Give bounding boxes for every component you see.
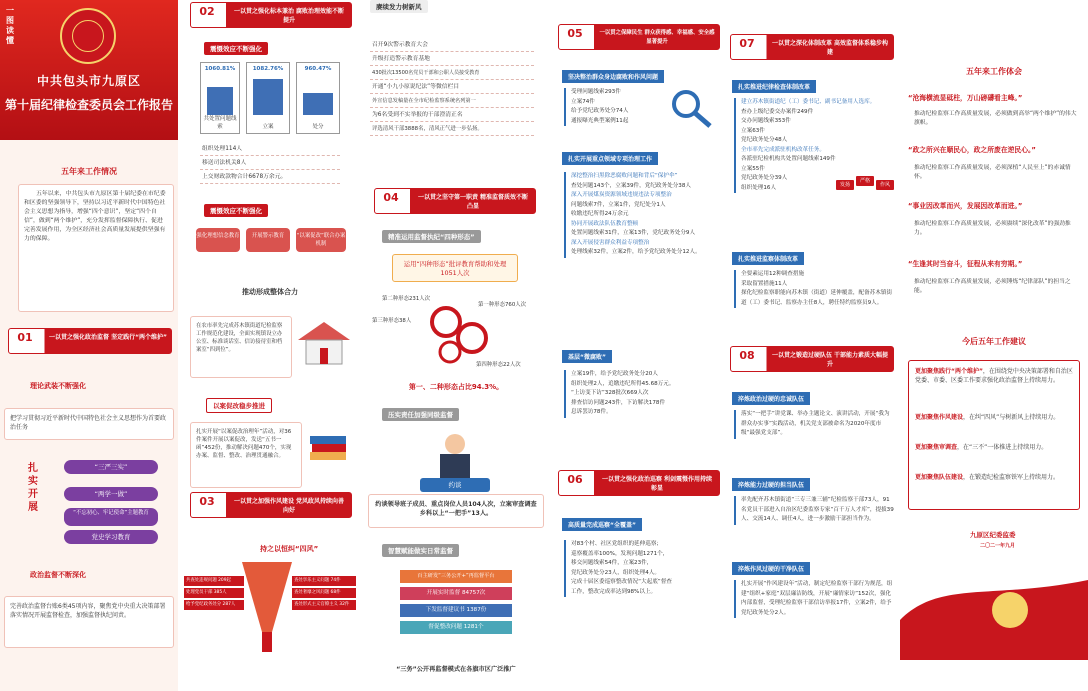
special-line-7: 处置问题线索31件，立案13件，党纪政务处分9人 [571,230,696,236]
heading-experience: 五年来工作体会 [966,67,1022,76]
micro-line-5: 息诉罢访78件。 [571,409,612,415]
stat-clues [200,62,240,134]
suggestion-1 [915,367,1073,385]
special-line-6: 协同开展政法队伍教育整顿 [571,220,639,227]
new-winds-item-7: 评选清风干部3888名，清风正气进一步弘扬。 [370,122,534,136]
funnel-left-list [184,576,244,610]
stat-lines [200,142,340,184]
coverage-line-5: 完成十届区委巡察整改情况“大起底”督查 [571,579,672,585]
suggestion-2-bold: 更加聚焦作风建设 [915,414,964,421]
column-4 [552,0,724,691]
quote-4-text: 推动纪检监察工作高质量发展，必须锤炼“纪律部队”的担当之能。 [914,279,1071,294]
funnel-left-2: 处理党员干部 385人 [184,588,244,598]
stamp-2: 严格 [856,176,874,186]
micro-line-1: 立案19件，给予党纪政务处分20人 [571,371,658,377]
coverage-line-4: 党纪政务处分23人，组织处理4人。 [571,569,660,576]
side-label-zhashi: 扎实开展 [28,463,38,513]
discipline-line-1: 建立苏木镇街道纪（工）委书记、副书记备用人选库。 [741,99,876,105]
badge-04 [374,188,536,214]
badge-05-number: 05 [567,27,583,40]
quote-2: “政之所兴在顺民心，政之所废在逆民心。” [908,146,1036,154]
subtitle-theory: 理论武装不断强化 [30,382,86,390]
heading-smart-supervision: 智慧赋能做实日常监督 [382,544,459,557]
smart-bar-3: 下发监督建议书 1387份 [400,604,512,617]
heading-full-coverage: 高质量完成巡察“全覆盖” [562,518,642,531]
smart-bar-1: 百主研发“三务公开+”再监督平台 [400,570,512,583]
footer-date: 二〇二一年九月 [980,543,1016,549]
stat-case-filed [246,62,290,134]
special-line-4: 问题线索7件，立案1件，党纪处分1人 [571,201,666,208]
heading-capable-team: 淬炼能力过硬的担当队伍 [732,478,810,491]
supervision-line-3: 探化纪检监察职能向苏木镇（街道）延伸覆盖，配备苏木镇街道（工）委书记、监察办主任8人，聘任特约监察员9人。 [741,290,893,306]
badge-04-number: 04 [383,191,399,204]
new-winds-item-5: 外宣信息发稿量在全市纪检监察系统名列第一 [370,94,534,108]
suggestions-box [908,360,1080,510]
full-coverage-list [564,540,720,597]
micro-line-3: “上访变下访”328批次669人次 [571,390,649,396]
heading-four-forms: 精准运用监督执纪“四种形态” [382,230,481,243]
magnifier-icon [668,86,716,128]
column-6 [900,0,1088,691]
badge-01-text: 一以贯之强化政治监督 坚定践行“两个维护” [49,334,167,341]
new-winds-item-6: 为6名受到不实举报的干部澄清正名 [370,108,534,122]
heading-suggestions: 今后五年工作建议 [962,337,1026,346]
suggestion-2-text: ，在纠“四风”与树新风上持续用力。 [963,414,1060,421]
talk-label: 约谈 [420,478,490,492]
clean-team-text: 扎实开展“作风建设年”活动，制定纪检监察干部行为规范，组建“组织+家庭”双层廉洁防线，开展“廉情家访”152次，强化内部监督，受理纪检监察干部信访举报17件，立案2件，给予党纪政务处分2人。 [734,580,894,618]
micro-line-4: 排查信访问题243件，下访解决178件 [571,399,666,406]
supervision-line-2: 采取留置措施11人 [741,280,788,287]
four-forms-diagram [372,292,540,370]
stat-line-1: 组织处理114人 [200,142,340,156]
chip-joint-case: “以案促改”联合办案机制 [296,228,346,252]
special-line-9: 处理线索32件，立案2件，给予党纪政务处分12人。 [571,249,701,255]
stamp-figures [836,176,894,220]
official-figure-icon [420,430,490,482]
stat-line-2: 移送司法机关8人 [200,156,340,170]
supervision-line-1: 全要素运用12种调查措施 [741,271,805,277]
red-flag-banner-icon [900,560,1088,660]
suggestion-4-text: ，在锻造纪检监察铁军上持续用力。 [963,474,1060,481]
stat-clues-value: 1060.81% [204,66,236,72]
badge-05 [558,24,720,50]
smart-bar-4: 督促整改问题 1281个 [400,621,512,634]
heading-four-winds: 持之以恒纠“四风” [260,545,319,553]
stat-case-filed-value: 1082.76% [252,66,284,72]
stat-discipline-value: 960.47% [304,66,332,72]
house-icon [296,318,352,368]
heading-deterrence-2: 震慑效应不断强化 [204,204,268,217]
special-line-1: 深挖整治扫黑除恶腐败问题和背后“保护伞” [571,173,678,179]
suggestion-4 [915,473,1073,482]
grassroots-line-2: 立案74件 [571,98,595,105]
heading-joint-force: 推动形成整体合力 [242,288,298,296]
stat-line-3: 上交财政款物合计6678万余元。 [200,170,340,184]
loyal-team-text: 落实“一把手”讲党课、举办主题论文、演讲活动，开展“我为群众办实事”实践活动，机关党支部被命名为2020年度市级“最强党支部”。 [734,410,894,439]
funnel-right-list [292,576,356,610]
books-icon [306,426,352,466]
badge-06-number: 06 [567,473,583,486]
stamp-1: 发扬 [836,180,854,190]
talk-text: 约谈领导班子成员、重点岗位人员104人次，立案审查调查乡科以上“一把手”13人。 [368,494,544,528]
suggestion-2 [915,413,1073,422]
form-4: 第四种形态22人次 [476,362,521,368]
badge-03 [190,492,352,518]
grassroots-line-1: 受理问题线索293件 [571,89,621,95]
discipline-line-2: 查办上级纪委交办案件249件 [741,108,814,115]
discipline-line-3: 交办问题线索353件 [741,118,791,124]
party-emblem-icon [60,8,116,64]
form-1: 第一种形态760人次 [478,302,527,308]
funnel-right-2: 查处奢靡之风问题 68件 [292,588,356,598]
special-line-8: 深入开展侵害群众利益专项整治 [571,239,650,246]
discipline-line-5: 党纪政务处分48人 [741,137,788,143]
heading-case-reform: 以案促改稳步推进 [206,398,272,413]
theory-text: 把学习贯彻习近平新时代中国特色社会主义思想作为首要政治任务 [4,408,174,440]
column-3 [362,0,550,691]
badge-05-text: 一以贯之保障民生 群众获得感、幸福感、安全感显著提升 [599,30,715,45]
chip-belief: 强化理想信念教育 [196,228,240,252]
case-reform-text: 扎实开展“以案促改治理年”活动，对36件案件开展以案促改，发送“五书一函”452份，推动解决问题470个，实现办案、监督、整改、治理贯通融合。 [190,422,302,488]
form-2: 第二种形态231人次 [382,296,431,302]
coverage-line-2: 巡察覆盖率100%，发现问题1271个， [571,550,669,557]
section-title-work: 五年来工作情况 [61,167,117,176]
badge-03-number: 03 [199,495,215,508]
new-winds-item-2: 升级打造警示教育基地 [370,52,534,66]
new-winds-item-1: 召开9次警示教育大会 [370,38,534,52]
grassroots-list [564,88,664,126]
heading-supervision-reform: 扎实推进监察体制改革 [732,252,804,265]
pill-theme-education: “不忘初心、牢记使命”主题教育 [64,508,158,526]
smart-footer: “三务”公开再监督模式在各旗市区广泛推广 [396,666,516,673]
coverage-line-1: 对83个村、社区党组织的延伸巡察； [571,541,663,547]
footer-org: 九原区纪委监委 [970,531,1016,539]
quote-2-text: 推动纪检监察工作高质量发展，必须深植“人民至上”的赤诚情怀。 [914,165,1071,180]
badge-07 [730,34,894,60]
smart-bars [400,570,512,634]
heading-grassroots-corruption: 坚决整治群众身边腐败和作风问题 [562,70,664,83]
quote-3: “事业因改革而兴，发展因改革而进。” [908,202,1023,210]
badge-08-number: 08 [739,349,755,362]
badge-06-text: 一以贯之强化政治巡察 利剑震慑作用持续彰显 [601,476,713,492]
badge-04-text: 一以贯之坚守第一职责 精准监督质效不断凸显 [417,194,529,210]
suggestion-3-text: ，在“三不”一体推进上持续用力。 [957,444,1048,451]
pill-liangxueyizuo: “两学一做” [64,487,158,501]
form-3: 第三种形态38人 [372,318,412,324]
grassroots-line-4: 通报曝光典型案例11起 [571,117,629,124]
heading-new-winds: 赓续发力树新风 [370,0,428,13]
funnel-right-3: 查处形式主义官僚主义 32件 [292,600,356,610]
quote-1: “沧海横流显砥柱，万山磅礴看主峰。” [908,94,1023,102]
badge-07-text: 一以贯之深化体制改革 高效监督体系稳步构建 [771,40,889,56]
subtitle-political-supervision: 政治监督不断深化 [30,571,86,579]
discipline-line-6: 全市率先完成派驻机构改革任务。 [741,146,825,153]
smart-bar-2: 开展实时监督 84757次 [400,587,512,600]
hero-title-line1: 中共包头市九原区 [36,74,141,88]
column-5 [726,0,898,691]
heading-loyal-team: 淬炼政治过硬的忠诚队伍 [732,392,810,405]
funnel-right-1: 查处享乐主义问题 74件 [292,576,356,586]
heading-clean-team: 淬炼作风过硬的干净队伍 [732,562,810,575]
badge-01 [8,328,172,354]
discipline-line-4: 立案63件 [741,127,765,134]
new-winds-list [370,38,534,136]
quote-1-text: 推动纪检监察工作高质量发展，必须做到高举“两个维护”的伟大旗帜。 [914,111,1077,126]
pill-party-history: 党史学习教育 [64,530,158,544]
badge-08 [730,346,894,372]
column-2 [180,0,360,691]
column-1 [0,0,178,691]
new-winds-item-3: 430批次13500名党员干部和公职人员接受教育 [370,66,534,80]
new-winds-item-4: 开通“小九小原说纪法”等微信栏目 [370,80,534,94]
pill-sanyansanshi: “三严三实” [64,460,158,474]
suggestion-1-text: ，在围绕党中央决策部署和自治区党委、市委、区委工作要求强化政治监督上持续用力。 [915,368,1073,384]
heading-deterrence-1: 震慑效应不断强化 [204,42,268,55]
micro-line-2: 组织处理2人，追缴违纪所得45.68万元。 [571,380,675,387]
stat-discipline [296,62,340,134]
hero-tag: 一图读懂 [6,6,14,45]
suggestion-3-bold: 更加聚焦审调查 [915,444,958,451]
stamp-3: 作风 [876,180,894,190]
intro-paragraph: 五年以来，中共包头市九原区第十届纪委在市纪委和区委的坚强领导下，坚持以习近平新时代中国特色社会主义思想为指导，增强“四个意识”，坚定“四个自信”，做到“两个维护”，充分发挥监督保障执行、促进完善发展作用，为全区经济社会高质量发展提供坚强有力的保障。 [18,184,174,312]
political-supervision-text: 完善政治监督台账6类45项内容，聚焦党中央重大决策部署落实情况开展监督检查，加强监督执纪问责。 [4,596,174,648]
form-percentage: 第一、二种形态占比94.3%。 [408,383,504,391]
special-line-3: 深入开展煤炭资源领域违规违法专项整治 [571,192,672,198]
grassroots-line-3: 给予党纪政务处分74人 [571,108,629,114]
gears-icon [424,298,496,368]
badge-08-text: 一以贯之锻造过硬队伍 干部能力素质大幅提升 [771,352,889,368]
suggestion-3 [915,443,1073,452]
stat-case-filed-label: 立案 [262,124,274,130]
report-hero-banner [0,0,178,140]
funnel-icon [242,562,292,658]
standardization-text: 在农市率先完成苏木镇街道纪检监察工作规范化建设，全面实现镇设立办公室、标准谈话室、信访接待室和档案室“四到位”。 [190,316,292,378]
stat-clues-label: 共处置问题线索 [203,116,237,130]
special-governance-list [564,172,720,258]
discipline-line-10: 组织处理16人 [741,184,777,191]
quote-3-text: 推动纪检监察工作高质量发展，必须赓续“深化改革”的强劲推力。 [914,221,1071,236]
suggestion-4-bold: 更加聚焦队伍建设 [915,474,964,481]
heading-discipline-reform: 扎实推进纪律检查体制改革 [732,80,816,93]
quote-4: “生逢其时当奋斗，征程从来有穷期。” [908,260,1023,268]
heading-peer-supervision: 压实责任加强同级监督 [382,408,459,421]
badge-07-number: 07 [739,37,755,50]
coverage-line-6: 工作，整改完成率达到98%以上。 [571,588,657,595]
badge-01-number: 01 [17,331,33,344]
suggestion-1-bold: 更加聚焦践行“两个维护” [915,368,983,375]
stat-discipline-label: 处分 [312,124,324,130]
capable-team-text: 率先配齐苏木镇街道“三专三兼三辅”纪检监察干部73人，91名党员干部进入自治区纪委监察专家“百千万人才库”，提拔39人、交流14人、调任4人，进一步激励干部担当作为。 [734,496,894,525]
badge-02-text: 一以贯之强化标本兼治 腐败治理效能不断提升 [233,8,345,24]
supervision-reform-list [734,270,894,308]
coverage-line-3: 移交问题线索54件，立案23件， [571,560,653,566]
heading-micro-corruption: 基层“微腐败” [562,350,612,363]
discipline-line-8: 立案55件 [741,165,765,172]
micro-corruption-list [564,370,720,418]
chip-warning: 开展警示教育 [246,228,290,252]
discipline-line-9: 党纪政务处分39人 [741,175,788,181]
badge-03-text: 一以贯之加强作风建设 党风政风持续向善向好 [233,498,345,514]
special-line-5: 收缴违纪所得24万余元 [571,211,629,217]
badge-02 [190,2,352,28]
special-line-2: 查处问题143个，立案39件，党纪政务处分38人 [571,182,692,189]
heading-special-governance: 扎实开展重点领域专项治理工作 [562,152,658,165]
four-forms-note: 运用“四种形态”批评教育帮助和处理1051人次 [392,254,518,282]
badge-02-number: 02 [199,5,215,18]
funnel-left-1: 共查处违规问题 209起 [184,576,244,586]
hero-title-line2: 第十届纪律检查委员会工作报告 [4,98,173,112]
badge-06 [558,470,720,496]
funnel-left-3: 给予党纪政务处分 287人 [184,600,244,610]
discipline-line-7: 各派驻纪检机构共处置问题线索149件 [741,156,836,162]
